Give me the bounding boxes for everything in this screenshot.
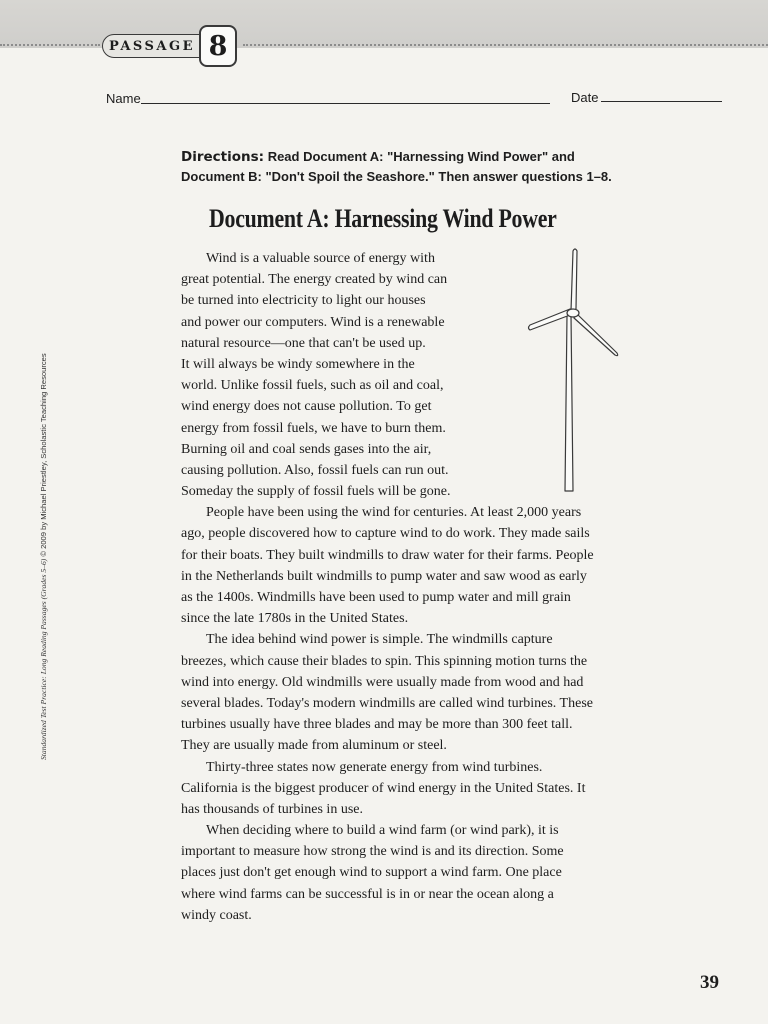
directions-line-2: Document B: "Don't Spoil the Seashore." Then answer questions 1–8. — [181, 169, 612, 184]
body-line: for their boats. They built windmills to draw water for their farms. People — [181, 547, 594, 563]
body-line: Burning oil and coal sends gases into the air, — [181, 441, 432, 457]
wind-turbine-icon — [520, 245, 630, 500]
passage-label: PASSAGE — [102, 34, 202, 58]
body-line: wind energy does not cause pollution. To get — [181, 399, 432, 415]
body-line: They are usually made from aluminum or steel. — [181, 738, 447, 754]
body-line: where wind farms can be successful is in or near the ocean along a — [181, 886, 554, 902]
body-line: important to measure how strong the wind is and its direction. Some — [181, 844, 564, 860]
body-line: wind into energy. Old windmills were usually made from wood and had — [181, 674, 584, 690]
body-line: The idea behind wind power is simple. The windmills capture — [206, 632, 553, 648]
body-line: Wind is a valuable source of energy with — [206, 251, 435, 266]
body-line: and power our computers. Wind is a renewable — [181, 314, 445, 330]
body-line: since the late 1780s in the United States. — [181, 611, 409, 627]
body-line: ago, people discovered how to capture wind to do work. They made sails — [181, 526, 590, 542]
body-line: several blades. Today's modern windmills are called wind turbines. These — [181, 695, 593, 711]
body-line: breezes, which cause their blades to spin. This spinning motion turns the — [181, 653, 588, 669]
body-line: Someday the supply of fossil fuels will be gone. — [181, 484, 451, 500]
body-line: be turned into electricity to light our houses — [181, 293, 426, 309]
body-line: has thousands of turbines in use. — [181, 801, 363, 817]
directions-line-1: Read Document A: "Harnessing Wind Power" and — [267, 149, 575, 164]
body-line: as the 1400s. Windmills have been used to pump water and mill grain — [181, 590, 571, 605]
body-line: in the Netherlands built windmills to pump water and saw wood as early — [181, 568, 587, 584]
document-title: Document A: Harnessing Wind Power — [209, 204, 557, 233]
passage-number: 8 — [199, 25, 237, 67]
header-dotted-rule-left — [0, 44, 100, 46]
body-line: places just don't get enough wind to support a wind farm. One place — [181, 865, 562, 881]
body-line: great potential. The energy created by wind can — [181, 272, 448, 288]
body-line: People have been using the wind for centuries. At least 2,000 years — [206, 505, 582, 521]
body-line: It will always be windy somewhere in the — [181, 356, 415, 372]
directions-label: Directions: — [181, 149, 265, 165]
body-line: causing pollution. Also, fossil fuels can run out. — [181, 462, 449, 478]
body-line: Thirty-three states now generate energy from wind turbines. — [206, 759, 543, 775]
body-line: California is the biggest producer of wind energy in the United States. It — [181, 780, 586, 796]
header-dotted-rule-right — [243, 44, 768, 46]
name-label: Name — [106, 91, 141, 106]
body-line: turbines usually have three blades and may be more than 300 feet tall. — [181, 717, 573, 733]
body-line: When deciding where to build a wind farm (or wind park), it is — [206, 823, 559, 839]
name-field[interactable] — [141, 103, 550, 104]
body-line: world. Unlike fossil fuels, such as oil and coal, — [181, 378, 444, 394]
credit-rest: © 2009 by Michael Priestley, Scholastic Teaching Resources — [39, 353, 48, 559]
date-field[interactable] — [601, 101, 722, 102]
page-number: 39 — [700, 972, 719, 993]
date-label: Date — [571, 90, 599, 105]
copyright-credit — [39, 353, 48, 760]
directions — [181, 147, 651, 186]
credit-book-title: Standardized Test Practice: Long Reading Passages (Grades 5–6) — [39, 558, 48, 760]
body-line: windy coast. — [181, 907, 252, 923]
body-line: natural resource—one that can't be used up. — [181, 335, 426, 351]
body-line: energy from fossil fuels, we have to burn them. — [181, 420, 446, 436]
